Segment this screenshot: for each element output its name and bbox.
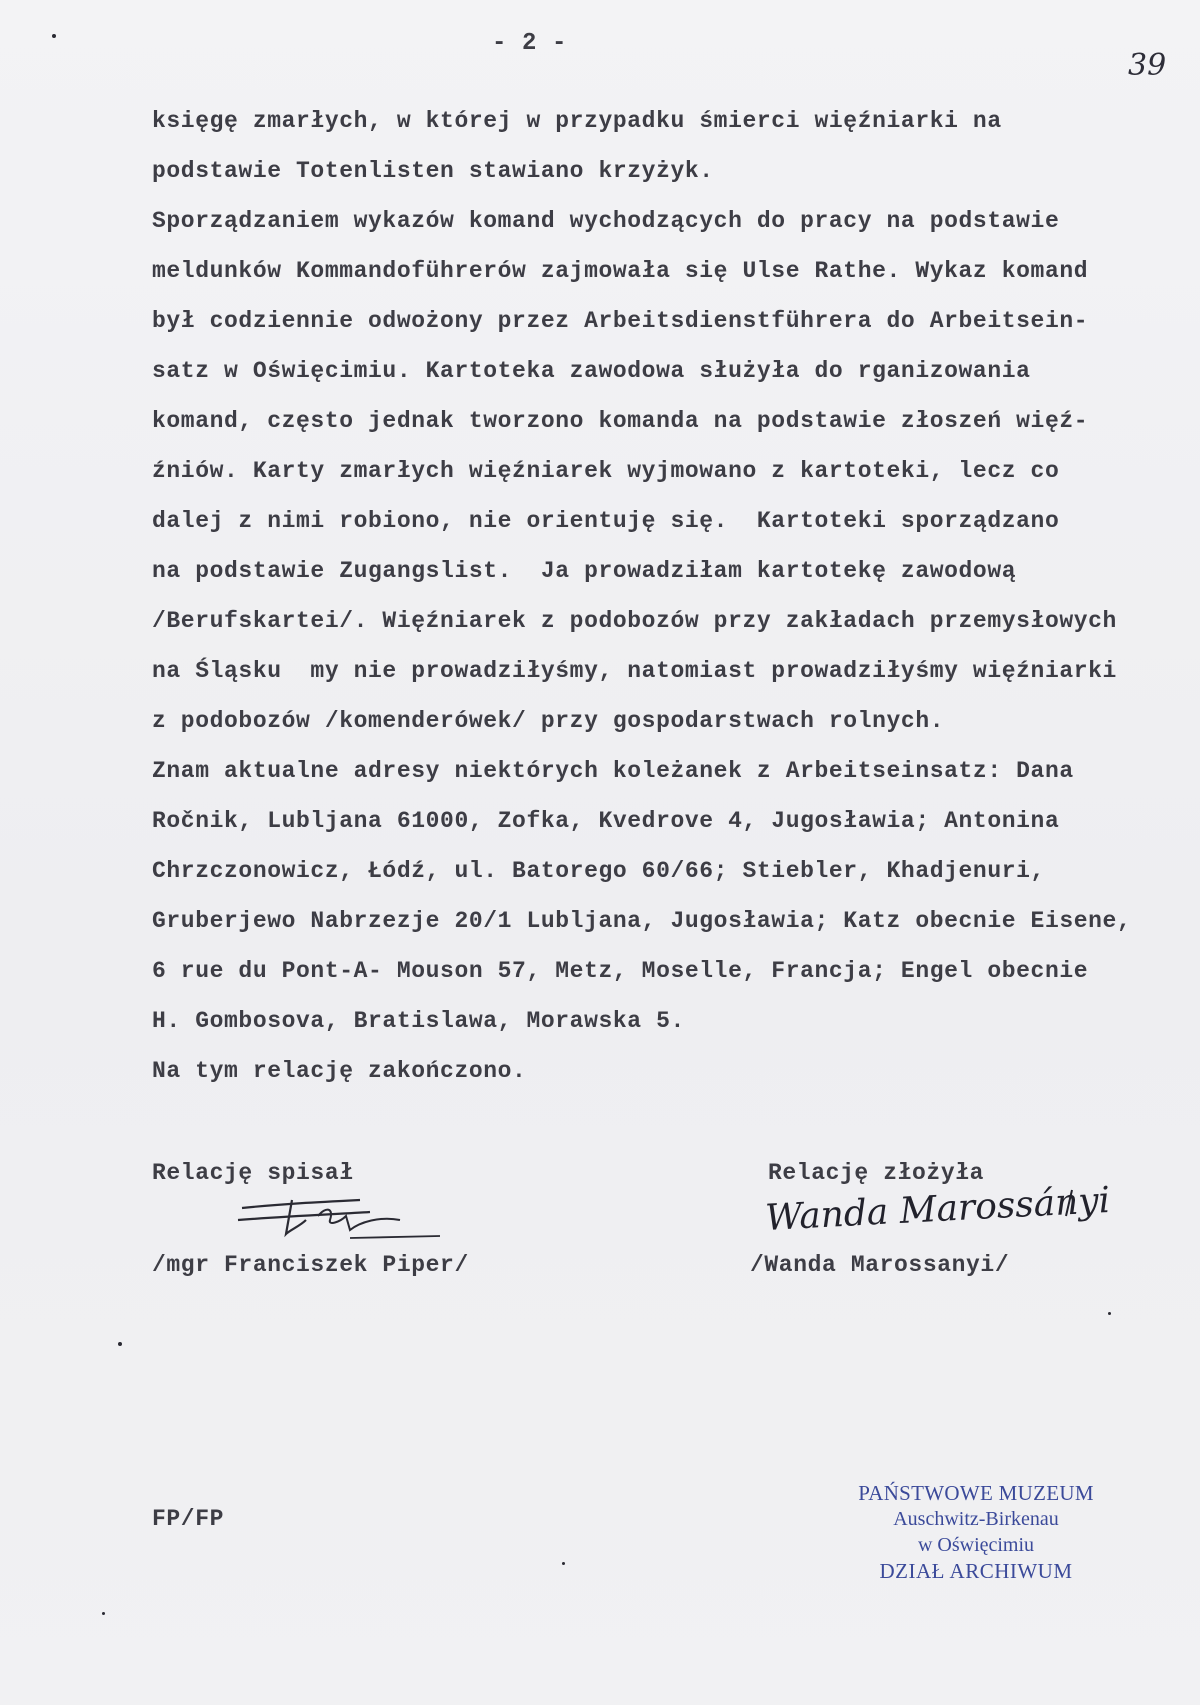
body-line: H. Gombosova, Bratislawa, Morawska 5. <box>152 1008 685 1034</box>
paper-speck <box>1108 1312 1111 1315</box>
stamp-line-4: DZIAŁ ARCHIWUM <box>879 1559 1073 1583</box>
body-line: był codziennie odwożony przez Arbeitsdienstführera do Arbeitsein- <box>152 308 1089 334</box>
paper-speck <box>102 1612 105 1615</box>
body-line: księgę zmarłych, w której w przypadku śmierci więźniarki na <box>152 108 1002 134</box>
witness-signature-text: Wanda Marossányi <box>764 1180 1112 1239</box>
body-line: na Śląsku my nie prowadziłyśmy, natomiast prowadziłyśmy więźniarki <box>152 658 1117 684</box>
recorder-name: /mgr Franciszek Piper/ <box>152 1252 469 1278</box>
body-line: 6 rue du Pont-A- Mouson 57, Metz, Moselle, Francja; Engel obecnie <box>152 958 1089 984</box>
body-line: Ročnik, Lubljana 61000, Zofka, Kvedrove 4, Jugosławia; Antonina <box>152 808 1060 834</box>
body-line: na podstawie Zugangslist. Ja prowadziłam kartotekę zawodową <box>152 558 1017 584</box>
recorder-label: Relację spisał <box>152 1160 354 1186</box>
stamp-line-1: PAŃSTWOWE MUZEUM <box>858 1481 1094 1505</box>
witness-signature <box>760 1180 1140 1260</box>
body-line: z podobozów /komenderówek/ przy gospodarstwach rolnych. <box>152 708 945 734</box>
paper-speck <box>52 34 56 38</box>
witness-name: /Wanda Marossanyi/ <box>750 1252 1010 1278</box>
body-line: Sporządzaniem wykazów komand wychodzących do pracy na podstawie <box>152 208 1060 234</box>
body-line: dalej z nimi robiono, nie orientuję się. Kartoteki sporządzano <box>152 508 1060 534</box>
page-number: - 2 - <box>492 30 568 57</box>
typist-initials: FP/FP <box>152 1506 225 1532</box>
stamp-line-3: w Oświęcimiu <box>917 1534 1035 1556</box>
body-line: podstawie Totenlisten stawiano krzyżyk. <box>152 158 714 184</box>
body-line: Chrzczonowicz, Łódź, ul. Batorego 60/66; Stiebler, Khadjenuri, <box>152 858 1045 884</box>
stamp-line-2: Auschwitz-Birkenau <box>893 1508 1059 1530</box>
witness-label: Relację złożyła <box>768 1160 985 1186</box>
body-line: meldunków Kommandoführerów zajmowała się Ulse Rathe. Wykaz komand <box>152 258 1089 284</box>
body-line: /Berufskartei/. Więźniarek z podobozów przy zakładach przemysłowych <box>152 608 1117 634</box>
body-line: Gruberjewo Nabrzezje 20/1 Lubljana, Jugosławia; Katz obecnie Eisene, <box>152 908 1132 934</box>
body-line: Znam aktualne adresy niektórych koleżanek z Arbeitseinsatz: Dana <box>152 758 1074 784</box>
body-line: komand, często jednak tworzono komanda na podstawie złoszeń więź- <box>152 408 1089 434</box>
body-line: źniów. Karty zmarłych więźniarek wyjmowano z kartoteki, lecz co <box>152 458 1060 484</box>
archive-stamp <box>826 1480 1126 1584</box>
paper-speck <box>562 1562 565 1565</box>
paper-speck <box>118 1342 122 1346</box>
body-line: satz w Oświęcimiu. Kartoteka zawodowa służyła do rganizowania <box>152 358 1031 384</box>
recorder-signature <box>230 1186 450 1246</box>
archive-number: 39 <box>1128 48 1167 83</box>
body-line: Na tym relację zakończono. <box>152 1058 527 1084</box>
